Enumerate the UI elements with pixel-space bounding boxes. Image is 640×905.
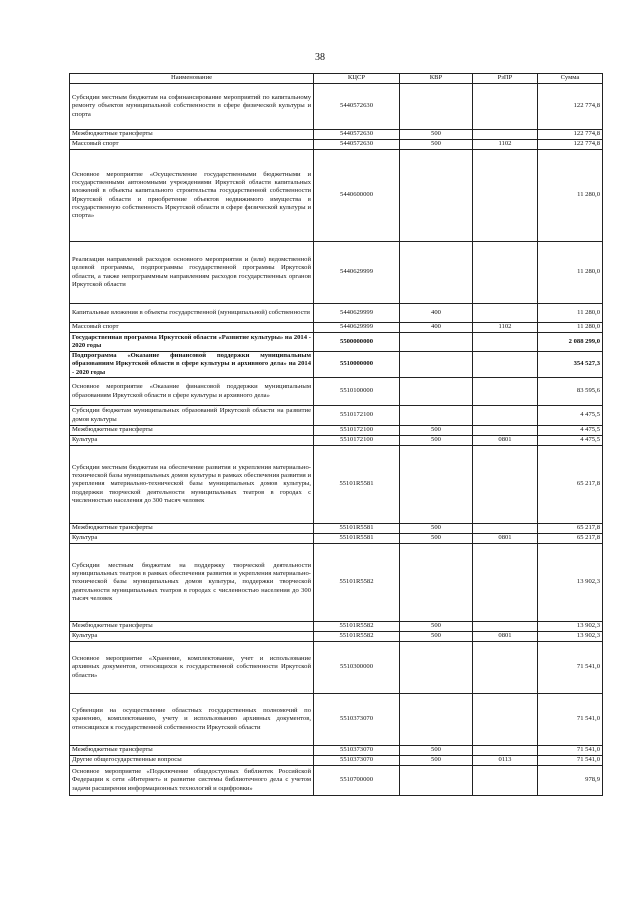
row-kcsr: 5510373070 bbox=[314, 746, 400, 756]
table-row bbox=[70, 436, 603, 446]
table-row bbox=[70, 333, 603, 352]
row-rzpr bbox=[473, 304, 538, 323]
row-sum: 83 595,6 bbox=[538, 378, 603, 406]
row-sum: 13 902,3 bbox=[538, 544, 603, 622]
row-sum: 13 902,3 bbox=[538, 632, 603, 642]
row-kvr bbox=[400, 544, 473, 622]
row-kcsr: 5440629999 bbox=[314, 323, 400, 333]
row-kvr bbox=[400, 642, 473, 694]
table-row bbox=[70, 746, 603, 756]
row-rzpr bbox=[473, 544, 538, 622]
row-rzpr bbox=[473, 130, 538, 140]
row-rzpr bbox=[473, 84, 538, 130]
row-kcsr: 55101R5581 bbox=[314, 524, 400, 534]
row-kvr: 500 bbox=[400, 746, 473, 756]
row-name: Основное мероприятие «Осуществление государственными бюджетными и государственными автономными учреждениями Иркутской области капитальных вложений в объекты капитального строительства государственной собственности Иркутской области и приобретение объектов недвижимого имущества в государственную собственность Иркутской области в сфере физической культуры и спорта» bbox=[70, 150, 314, 242]
row-name: Межбюджетные трансферты bbox=[70, 426, 314, 436]
row-kcsr: 55101R5582 bbox=[314, 622, 400, 632]
row-name: Массовый спорт bbox=[70, 323, 314, 333]
table-row bbox=[70, 84, 603, 130]
row-kvr bbox=[400, 242, 473, 304]
table-row bbox=[70, 756, 603, 766]
table-row bbox=[70, 544, 603, 622]
row-sum: 4 475,5 bbox=[538, 436, 603, 446]
row-kcsr: 5510172100 bbox=[314, 426, 400, 436]
row-name: Межбюджетные трансферты bbox=[70, 746, 314, 756]
row-kvr: 500 bbox=[400, 756, 473, 766]
row-kvr: 500 bbox=[400, 426, 473, 436]
row-kvr bbox=[400, 352, 473, 378]
row-kcsr: 55101R5581 bbox=[314, 446, 400, 524]
row-name: Межбюджетные трансферты bbox=[70, 130, 314, 140]
row-rzpr bbox=[473, 766, 538, 796]
row-name: Основное мероприятие «Хранение, комплектование, учет и использование архивных документов, относящихся к государственной собственности Иркутской области» bbox=[70, 642, 314, 694]
row-kvr: 500 bbox=[400, 622, 473, 632]
row-rzpr bbox=[473, 642, 538, 694]
row-sum: 13 902,3 bbox=[538, 622, 603, 632]
row-name: Культура bbox=[70, 534, 314, 544]
table-row bbox=[70, 524, 603, 534]
table-row bbox=[70, 304, 603, 323]
row-sum: 11 280,0 bbox=[538, 150, 603, 242]
table-row bbox=[70, 130, 603, 140]
row-rzpr bbox=[473, 150, 538, 242]
row-name: Основное мероприятие «Оказание финансовой поддержки муниципальным образованиям Иркутской области в сфере культуры и архивного дела» bbox=[70, 378, 314, 406]
row-rzpr: 0113 bbox=[473, 756, 538, 766]
row-rzpr: 0801 bbox=[473, 534, 538, 544]
row-sum: 11 280,0 bbox=[538, 242, 603, 304]
row-name: Культура bbox=[70, 436, 314, 446]
row-name: Субсидии местным бюджетам на обеспечение развития и укрепления материально-технической базы муниципальных домов культуры в рамках обеспечения развития и укрепления материально-технической базы муниципальных домов культуры, поддержки творческой деятельности муниципальных театров в городах с численностью населения до 300 тысяч человек bbox=[70, 446, 314, 524]
row-kcsr: 5440572630 bbox=[314, 84, 400, 130]
row-name: Капитальные вложения в объекты государственной (муниципальной) собственности bbox=[70, 304, 314, 323]
row-kcsr: 5510172100 bbox=[314, 436, 400, 446]
row-rzpr bbox=[473, 694, 538, 746]
row-name: Субвенции на осуществление областных государственных полномочий по хранению, комплектованию, учету и использованию архивных документов, относящихся к государственной собственности Иркутской области bbox=[70, 694, 314, 746]
row-kcsr: 5440629999 bbox=[314, 304, 400, 323]
row-rzpr: 1102 bbox=[473, 140, 538, 150]
row-kvr bbox=[400, 150, 473, 242]
row-kcsr: 5510100000 bbox=[314, 378, 400, 406]
row-rzpr: 0801 bbox=[473, 436, 538, 446]
table-row bbox=[70, 694, 603, 746]
row-rzpr bbox=[473, 378, 538, 406]
header-name: Наименование bbox=[70, 74, 314, 84]
row-kvr: 500 bbox=[400, 140, 473, 150]
row-sum: 4 475,5 bbox=[538, 426, 603, 436]
row-sum: 122 774,8 bbox=[538, 130, 603, 140]
row-rzpr bbox=[473, 406, 538, 426]
row-name: Межбюджетные трансферты bbox=[70, 524, 314, 534]
row-name: Государственная программа Иркутской области «Развитие культуры» на 2014 - 2020 годы bbox=[70, 333, 314, 352]
row-kcsr: 5510373070 bbox=[314, 694, 400, 746]
table-row bbox=[70, 378, 603, 406]
row-kvr: 500 bbox=[400, 534, 473, 544]
row-sum: 65 217,8 bbox=[538, 524, 603, 534]
row-sum: 122 774,8 bbox=[538, 140, 603, 150]
row-name: Подпрограмма «Оказание финансовой поддержки муниципальным образованиям Иркутской области в сфере культуры и архивного дела» на 2014 - 2020 годы bbox=[70, 352, 314, 378]
row-kvr bbox=[400, 84, 473, 130]
budget-table bbox=[69, 73, 603, 796]
table-row bbox=[70, 140, 603, 150]
row-kcsr: 55101R5581 bbox=[314, 534, 400, 544]
header-sum: Сумма bbox=[538, 74, 603, 84]
row-sum: 11 280,0 bbox=[538, 323, 603, 333]
row-rzpr bbox=[473, 352, 538, 378]
header-kcsr: КЦСР bbox=[314, 74, 400, 84]
row-name: Реализация направлений расходов основного мероприятия и (или) ведомственной целевой программы, подпрограммы государственной программы Иркутской области, а также непрограммным направлениям расходов государственных органов Иркутской области bbox=[70, 242, 314, 304]
table-row bbox=[70, 242, 603, 304]
row-kcsr: 5500000000 bbox=[314, 333, 400, 352]
row-kcsr: 5440572630 bbox=[314, 140, 400, 150]
row-sum: 122 774,8 bbox=[538, 84, 603, 130]
row-name: Межбюджетные трансферты bbox=[70, 622, 314, 632]
row-kcsr: 5510373070 bbox=[314, 756, 400, 766]
row-sum: 65 217,8 bbox=[538, 446, 603, 524]
row-name: Субсидии местным бюджетам на поддержку творческой деятельности муниципальных театров в рамках обеспечения развития и укрепления материально-технической базы муниципальных домов культуры, поддержки творческой деятельности муниципальных театров в городах с численностью населения до 300 тысяч человек bbox=[70, 544, 314, 622]
row-name: Другие общегосударственные вопросы bbox=[70, 756, 314, 766]
row-rzpr: 0801 bbox=[473, 632, 538, 642]
row-sum: 71 541,0 bbox=[538, 642, 603, 694]
table-row bbox=[70, 766, 603, 796]
row-rzpr bbox=[473, 622, 538, 632]
row-kvr bbox=[400, 694, 473, 746]
row-kvr: 500 bbox=[400, 632, 473, 642]
row-rzpr bbox=[473, 446, 538, 524]
row-kvr: 500 bbox=[400, 524, 473, 534]
row-kvr bbox=[400, 446, 473, 524]
table-row bbox=[70, 642, 603, 694]
row-kcsr: 5510172100 bbox=[314, 406, 400, 426]
row-kcsr: 5440600000 bbox=[314, 150, 400, 242]
table-row bbox=[70, 323, 603, 333]
row-sum: 4 475,5 bbox=[538, 406, 603, 426]
row-sum: 354 527,3 bbox=[538, 352, 603, 378]
row-kcsr: 5440572630 bbox=[314, 130, 400, 140]
row-sum: 978,9 bbox=[538, 766, 603, 796]
row-name: Массовый спорт bbox=[70, 140, 314, 150]
row-kcsr: 5510300000 bbox=[314, 642, 400, 694]
row-kcsr: 55101R5582 bbox=[314, 544, 400, 622]
table-row bbox=[70, 534, 603, 544]
row-kvr: 500 bbox=[400, 130, 473, 140]
row-sum: 71 541,0 bbox=[538, 746, 603, 756]
row-sum: 71 541,0 bbox=[538, 694, 603, 746]
row-kcsr: 55101R5582 bbox=[314, 632, 400, 642]
row-kvr bbox=[400, 378, 473, 406]
row-kvr bbox=[400, 406, 473, 426]
row-kvr bbox=[400, 333, 473, 352]
row-kcsr: 5440629999 bbox=[314, 242, 400, 304]
table-row bbox=[70, 632, 603, 642]
row-name: Культура bbox=[70, 632, 314, 642]
row-sum: 71 541,0 bbox=[538, 756, 603, 766]
row-name: Субсидии местным бюджетам на софинансирование мероприятий по капитальному ремонту объектов муниципальной собственности в сфере физической культуры и спорта bbox=[70, 84, 314, 130]
row-kvr bbox=[400, 766, 473, 796]
row-rzpr bbox=[473, 242, 538, 304]
table-row bbox=[70, 150, 603, 242]
row-rzpr bbox=[473, 524, 538, 534]
page-number: 38 bbox=[315, 52, 325, 63]
row-sum: 2 088 299,0 bbox=[538, 333, 603, 352]
row-sum: 65 217,8 bbox=[538, 534, 603, 544]
table-row bbox=[70, 622, 603, 632]
row-kvr: 400 bbox=[400, 323, 473, 333]
table-row bbox=[70, 406, 603, 426]
table-body bbox=[70, 84, 603, 796]
header-kvr: КВР bbox=[400, 74, 473, 84]
row-kcsr: 5510700000 bbox=[314, 766, 400, 796]
row-kcsr: 5510000000 bbox=[314, 352, 400, 378]
row-name: Основное мероприятие «Подключение общедоступных библиотек Российской Федерации к сети «Интернет» и развитие системы библиотечного дела с учетом задачи расширения информационных технологий и оцифровки» bbox=[70, 766, 314, 796]
header-rzpr: РзПР bbox=[473, 74, 538, 84]
row-rzpr bbox=[473, 426, 538, 436]
table-row bbox=[70, 352, 603, 378]
table-header-row bbox=[70, 74, 603, 84]
row-rzpr: 1102 bbox=[473, 323, 538, 333]
row-rzpr bbox=[473, 333, 538, 352]
table-row bbox=[70, 426, 603, 436]
row-kvr: 500 bbox=[400, 436, 473, 446]
row-kvr: 400 bbox=[400, 304, 473, 323]
row-name: Субсидии бюджетам муниципальных образований Иркутской области на развитие домов культуры bbox=[70, 406, 314, 426]
row-sum: 11 280,0 bbox=[538, 304, 603, 323]
table-row bbox=[70, 446, 603, 524]
row-rzpr bbox=[473, 746, 538, 756]
